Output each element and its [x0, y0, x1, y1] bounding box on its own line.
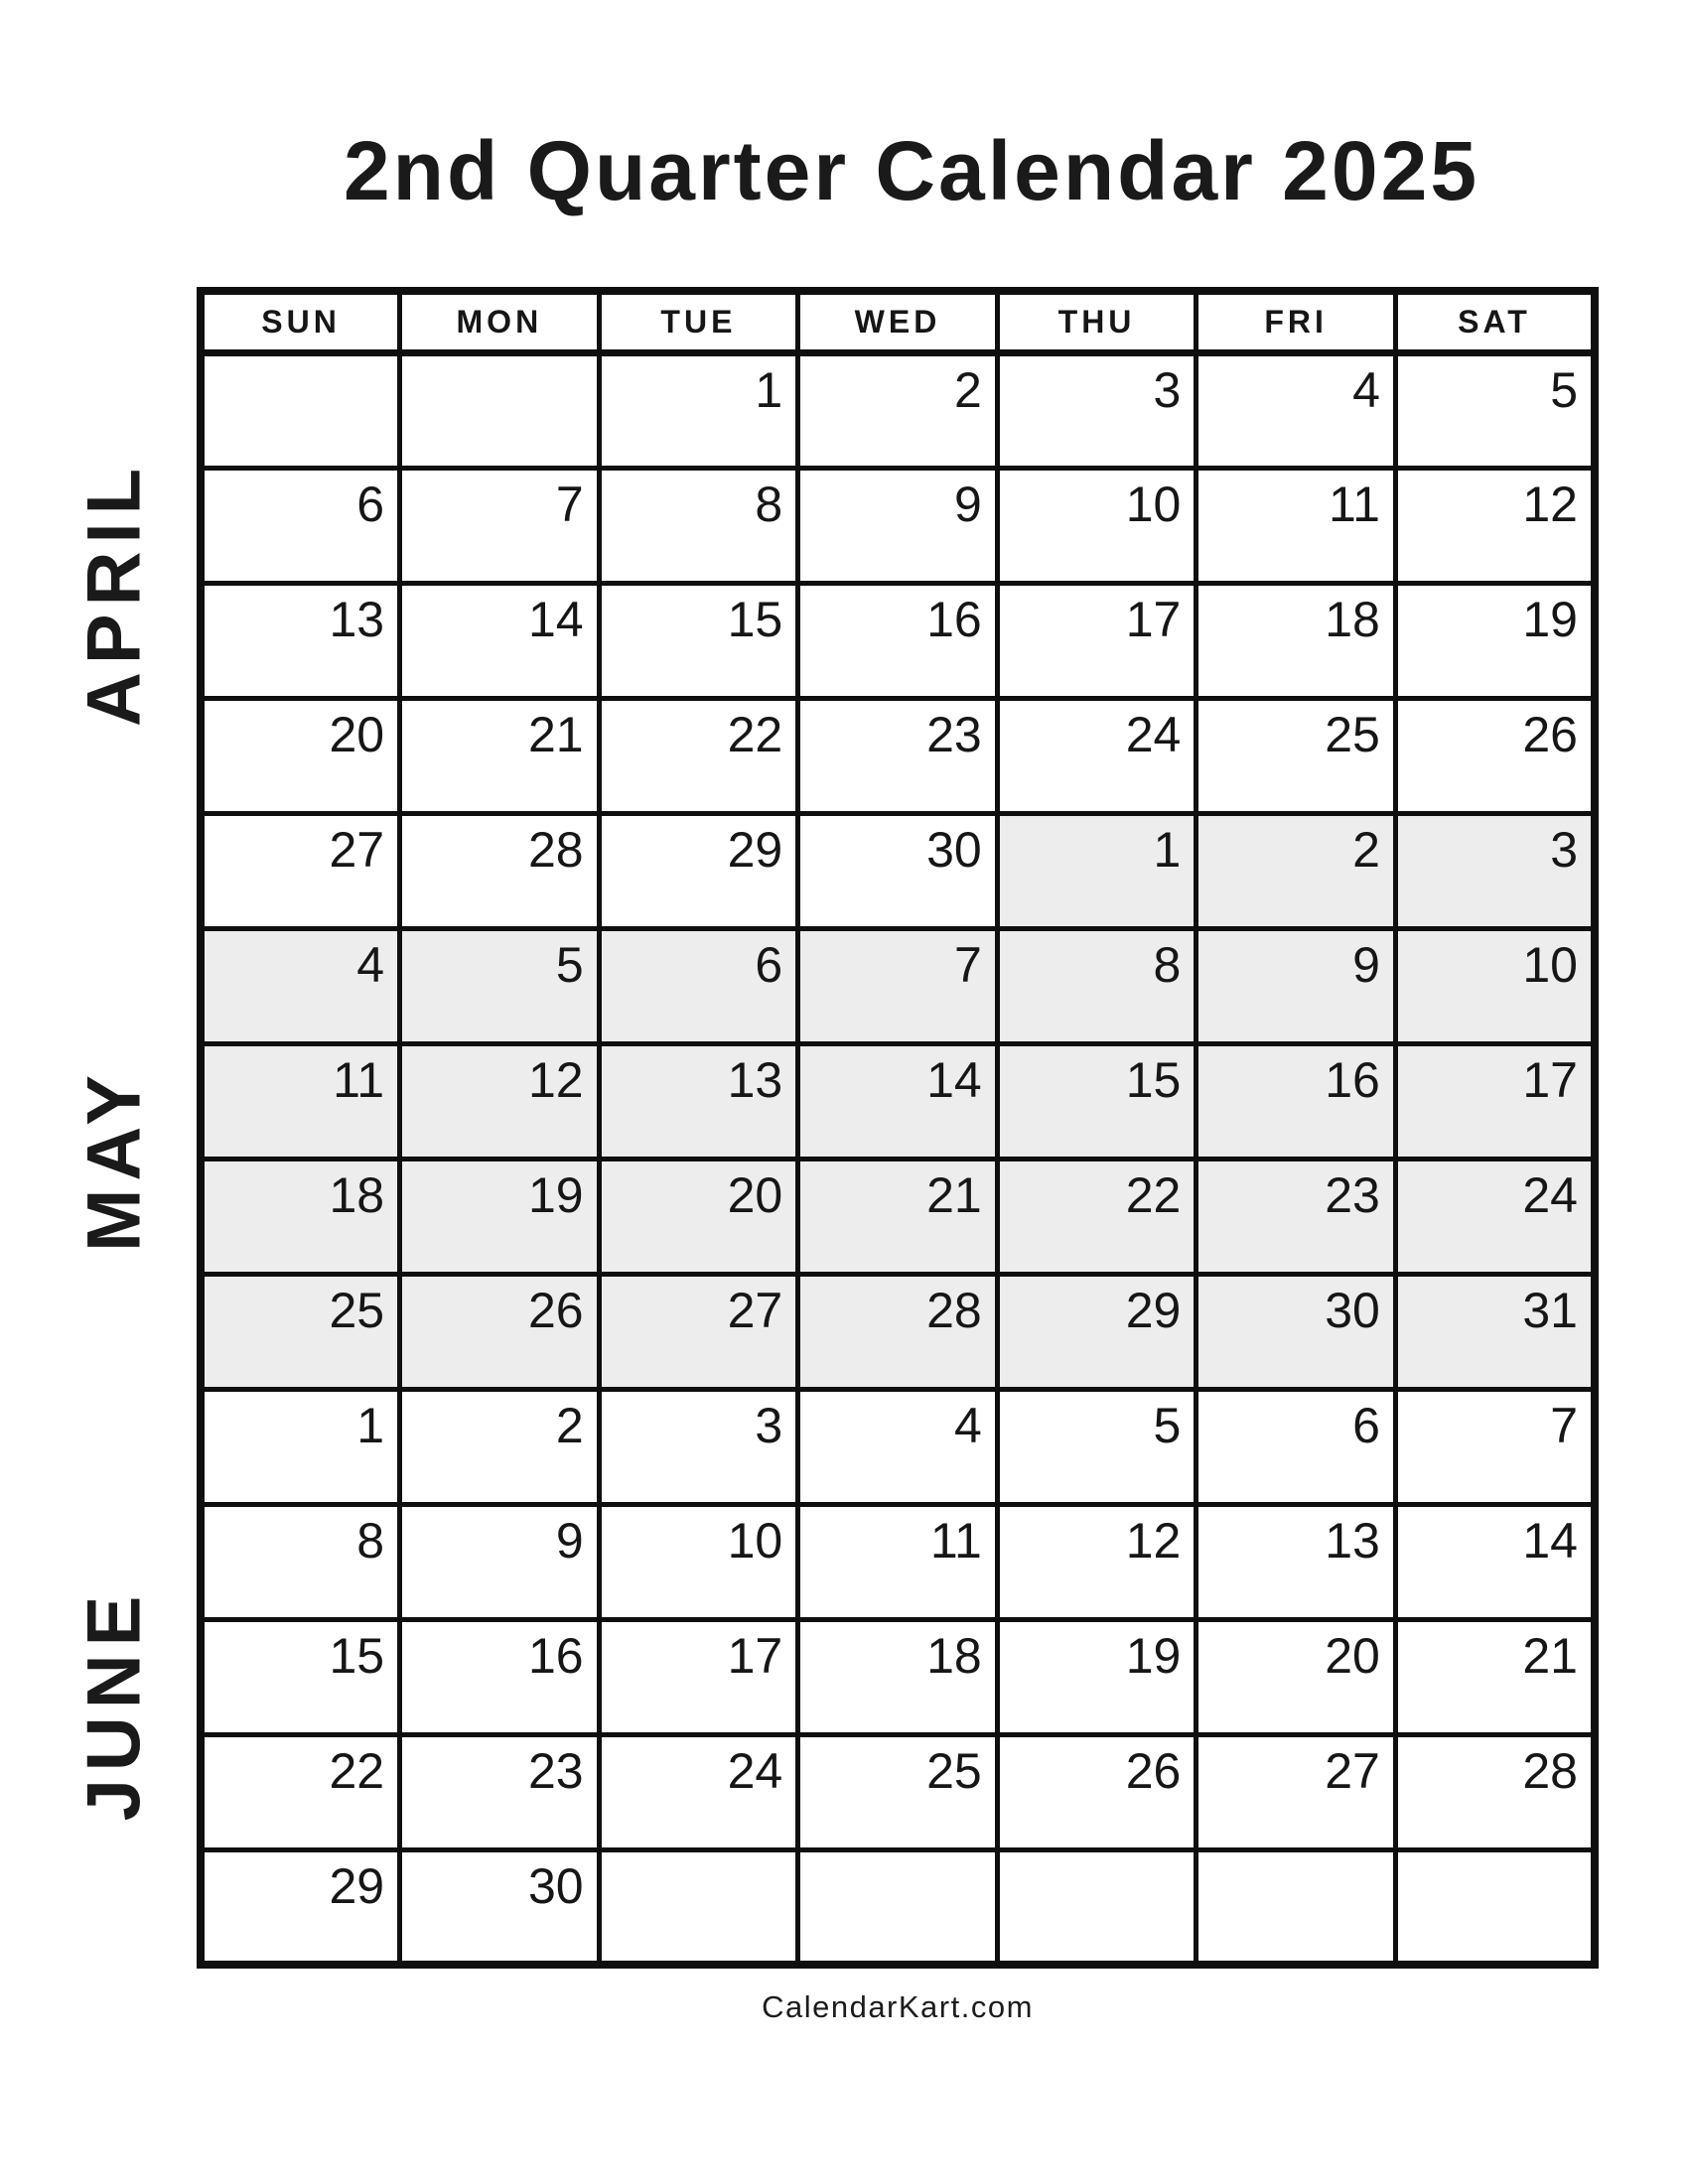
day-cell: 1: [997, 813, 1196, 928]
day-cell: 19: [997, 1619, 1196, 1734]
day-cell: 22: [599, 698, 798, 813]
calendar-grid: [197, 287, 1599, 1969]
day-cell: 10: [599, 1504, 798, 1619]
day-cell: 28: [1395, 1734, 1595, 1849]
weekday-header-mon: MON: [400, 291, 600, 352]
day-cell: 2: [400, 1389, 600, 1504]
day-cell: 26: [400, 1274, 600, 1389]
day-cell: 4: [201, 928, 400, 1043]
day-cell: 9: [798, 468, 998, 583]
day-cell: 9: [1196, 928, 1396, 1043]
day-cell: 29: [201, 1849, 400, 1965]
week-row: [201, 1734, 1595, 1849]
day-cell: 27: [1196, 1734, 1396, 1849]
week-row: [201, 352, 1595, 468]
week-row: [201, 1159, 1595, 1274]
day-cell: 27: [201, 813, 400, 928]
day-cell: 23: [798, 698, 998, 813]
day-cell: 7: [1395, 1389, 1595, 1504]
day-cell: 5: [997, 1389, 1196, 1504]
week-row: [201, 813, 1595, 928]
day-cell: 8: [201, 1504, 400, 1619]
empty-cell: [1395, 1849, 1595, 1965]
empty-cell: [599, 1849, 798, 1965]
day-cell: 8: [997, 928, 1196, 1043]
day-cell: 15: [997, 1043, 1196, 1159]
weekday-header-fri: FRI: [1196, 291, 1396, 352]
day-cell: 21: [400, 698, 600, 813]
day-cell: 14: [1395, 1504, 1595, 1619]
day-cell: 26: [1395, 698, 1595, 813]
day-cell: 17: [1395, 1043, 1595, 1159]
day-cell: 9: [400, 1504, 600, 1619]
week-row: [201, 698, 1595, 813]
empty-cell: [201, 352, 400, 468]
day-cell: 25: [798, 1734, 998, 1849]
day-cell: 17: [997, 583, 1196, 698]
day-cell: 29: [997, 1274, 1196, 1389]
day-cell: 28: [400, 813, 600, 928]
day-cell: 18: [201, 1159, 400, 1274]
weekday-header-tue: TUE: [599, 291, 798, 352]
day-cell: 19: [400, 1159, 600, 1274]
day-cell: 30: [798, 813, 998, 928]
day-cell: 10: [997, 468, 1196, 583]
day-cell: 21: [1395, 1619, 1595, 1734]
day-cell: 2: [1196, 813, 1396, 928]
day-cell: 13: [599, 1043, 798, 1159]
day-cell: 30: [1196, 1274, 1396, 1389]
month-label-june: JUNE: [71, 1587, 157, 1822]
day-cell: 1: [201, 1389, 400, 1504]
calendar-body: [201, 352, 1595, 1965]
day-cell: 8: [599, 468, 798, 583]
month-label-april: APRIL: [71, 461, 157, 727]
day-cell: 4: [1196, 352, 1396, 468]
week-row: [201, 1043, 1595, 1159]
week-row: [201, 583, 1595, 698]
weekday-header-thu: THU: [997, 291, 1196, 352]
day-cell: 14: [400, 583, 600, 698]
day-cell: 16: [400, 1619, 600, 1734]
week-row: [201, 1389, 1595, 1504]
day-cell: 19: [1395, 583, 1595, 698]
day-cell: 7: [400, 468, 600, 583]
day-cell: 30: [400, 1849, 600, 1965]
day-cell: 20: [599, 1159, 798, 1274]
day-cell: 11: [201, 1043, 400, 1159]
day-cell: 6: [1196, 1389, 1396, 1504]
day-cell: 21: [798, 1159, 998, 1274]
day-cell: 10: [1395, 928, 1595, 1043]
day-cell: 25: [201, 1274, 400, 1389]
day-cell: 15: [599, 583, 798, 698]
empty-cell: [400, 352, 600, 468]
day-cell: 17: [599, 1619, 798, 1734]
empty-cell: [1196, 1849, 1396, 1965]
day-cell: 12: [400, 1043, 600, 1159]
day-cell: 2: [798, 352, 998, 468]
day-cell: 16: [798, 583, 998, 698]
month-label-may: MAY: [71, 1067, 157, 1252]
day-cell: 20: [201, 698, 400, 813]
weekday-header-row: [201, 291, 1595, 352]
day-cell: 23: [400, 1734, 600, 1849]
day-cell: 13: [201, 583, 400, 698]
day-cell: 12: [997, 1504, 1196, 1619]
day-cell: 12: [1395, 468, 1595, 583]
day-cell: 3: [599, 1389, 798, 1504]
day-cell: 14: [798, 1043, 998, 1159]
weekday-header-wed: WED: [798, 291, 998, 352]
week-row: [201, 928, 1595, 1043]
day-cell: 23: [1196, 1159, 1396, 1274]
day-cell: 24: [599, 1734, 798, 1849]
day-cell: 15: [201, 1619, 400, 1734]
day-cell: 5: [400, 928, 600, 1043]
day-cell: 16: [1196, 1043, 1396, 1159]
day-cell: 28: [798, 1274, 998, 1389]
week-row: [201, 468, 1595, 583]
day-cell: 24: [997, 698, 1196, 813]
day-cell: 13: [1196, 1504, 1396, 1619]
day-cell: 11: [798, 1504, 998, 1619]
day-cell: 7: [798, 928, 998, 1043]
day-cell: 24: [1395, 1159, 1595, 1274]
weekday-header-sat: SAT: [1395, 291, 1595, 352]
weekday-header-sun: SUN: [201, 291, 400, 352]
day-cell: 5: [1395, 352, 1595, 468]
page-title: 2nd Quarter Calendar 2025: [343, 124, 1480, 217]
week-row: [201, 1504, 1595, 1619]
day-cell: 26: [997, 1734, 1196, 1849]
empty-cell: [798, 1849, 998, 1965]
day-cell: 25: [1196, 698, 1396, 813]
week-row: [201, 1849, 1595, 1965]
day-cell: 18: [1196, 583, 1396, 698]
day-cell: 4: [798, 1389, 998, 1504]
empty-cell: [997, 1849, 1196, 1965]
weekday-header-row: [201, 291, 1595, 352]
day-cell: 22: [997, 1159, 1196, 1274]
footer-branding: CalendarKart.com: [762, 1989, 1034, 2024]
day-cell: 20: [1196, 1619, 1396, 1734]
day-cell: 18: [798, 1619, 998, 1734]
day-cell: 31: [1395, 1274, 1595, 1389]
day-cell: 29: [599, 813, 798, 928]
week-row: [201, 1274, 1595, 1389]
day-cell: 11: [1196, 468, 1396, 583]
day-cell: 3: [997, 352, 1196, 468]
day-cell: 22: [201, 1734, 400, 1849]
day-cell: 27: [599, 1274, 798, 1389]
day-cell: 6: [599, 928, 798, 1043]
day-cell: 1: [599, 352, 798, 468]
week-row: [201, 1619, 1595, 1734]
day-cell: 6: [201, 468, 400, 583]
day-cell: 3: [1395, 813, 1595, 928]
